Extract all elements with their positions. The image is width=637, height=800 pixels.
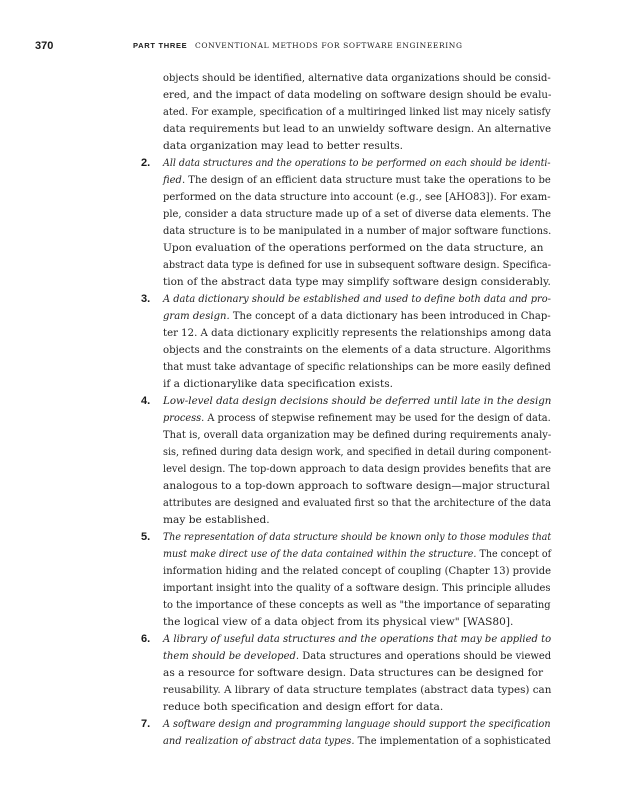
text-line — [163, 597, 551, 614]
italic-principle: All data structures and the operations to be performed on each should be identi- — [163, 157, 551, 169]
body-run: Upon evaluation of the operations performed on the data structure, an — [163, 242, 544, 254]
body-run: A process of stepwise refinement may be used for the design of data. — [204, 412, 551, 424]
running-head — [0, 40, 637, 56]
italic-principle: them should be developed. — [163, 650, 300, 662]
list-item-number: 5. — [141, 531, 151, 543]
body-run: analogous to a top-down approach to software design—major structural — [163, 480, 550, 492]
text-line — [163, 410, 551, 427]
text-line — [163, 580, 551, 597]
body-run: may be established. — [163, 514, 270, 526]
body-run: tion of the abstract data type may simplify software design considerably. — [163, 276, 551, 288]
italic-principle: A library of useful data structures and the operations that may be applied to — [163, 633, 552, 645]
italic-principle: The representation of data structure should be known only to those modules that — [163, 531, 552, 543]
italic-principle: and realization of abstract data types. — [163, 735, 355, 747]
text-line — [163, 291, 551, 308]
italic-principle: A data dictionary should be established and used to define both data and pro- — [163, 293, 551, 305]
body-run: objects and the constraints on the elements of a data structure. Algorithms — [163, 344, 551, 356]
text-line — [163, 155, 551, 172]
body-run: reusability. A library of data structure templates (abstract data types) can — [163, 684, 552, 696]
body-run: reduce both specification and design effort for data. — [163, 701, 444, 713]
body-run: ple, consider a data structure made up of a set of diverse data elements. The — [163, 208, 551, 220]
list-item-number: 6. — [141, 633, 151, 645]
body-text — [141, 70, 552, 750]
list-item-number: 4. — [141, 395, 151, 407]
numbered-list — [141, 155, 552, 750]
body-run: attributes are designed and evaluated first so that the architecture of the data — [163, 497, 552, 509]
text-line: ered, and the impact of data modeling on software design should be evalu- — [163, 89, 552, 101]
list-item — [141, 631, 552, 716]
body-run: level design. The top-down approach to data design provides benefits that are — [163, 463, 551, 475]
body-run: data structure is to be manipulated in a number of major software functions. — [163, 225, 552, 237]
body-run: information hiding and the related concept of coupling (Chapter 13) provide — [163, 565, 552, 577]
body-run: Data structures and operations should be viewed — [299, 650, 552, 662]
italic-principle: process. — [163, 412, 205, 424]
body-run: The concept of — [476, 548, 552, 560]
text-line — [163, 461, 551, 478]
chapter-label: CONVENTIONAL METHODS FOR SOFTWARE ENGINEERING — [195, 41, 463, 50]
list-item — [141, 393, 552, 529]
list-item-number: 7. — [141, 718, 151, 730]
italic-principle: A software design and programming language should support the specification — [163, 718, 551, 730]
body-run: abstract data type is defined for use in subsequent software design. Specifica- — [163, 259, 552, 271]
list-item — [141, 155, 552, 291]
text-line — [163, 648, 552, 665]
text-line — [163, 631, 552, 648]
text-line — [163, 733, 551, 750]
text-line — [163, 172, 551, 189]
text-line — [163, 665, 551, 682]
body-run: sis, refined during data design work, and specified in detail during component- — [163, 446, 552, 458]
body-run: important insight into the quality of a software design. This principle alludes — [163, 582, 551, 594]
text-line — [163, 342, 551, 359]
body-run: The design of an efficient data structure must take the operations to be — [185, 174, 551, 186]
text-line: objects should be identified, alternative data organizations should be consid- — [163, 72, 551, 84]
body-run: to the importance of these concepts as well as "the importance of separating — [163, 599, 551, 611]
text-line — [163, 614, 551, 631]
intro-paragraph — [163, 70, 551, 155]
body-run: The implementation of a sophisticated — [354, 735, 551, 747]
text-line — [163, 563, 552, 580]
text-line: data organization may lead to better results. — [163, 140, 404, 152]
text-line — [163, 189, 551, 206]
part-label: PART THREE — [133, 41, 188, 50]
body-run: That is, overall data organization may be defined during requirements analy- — [163, 429, 552, 441]
text-line: data requirements but lead to an unwieldy software design. An alternative — [163, 123, 552, 135]
body-run: if a dictionarylike data specification exists. — [163, 378, 394, 390]
text-line — [163, 716, 551, 733]
text-line — [163, 546, 552, 563]
text-line — [163, 682, 552, 699]
text-line — [163, 699, 551, 716]
italic-principle: Low-level data design decisions should be deferred until late in the design — [163, 395, 552, 407]
body-run: that must take advantage of specific relationships can be more easily defined — [163, 361, 551, 373]
italic-principle: must make direct use of the data contained within the structure. — [163, 548, 477, 560]
body-run: The concept of a data dictionary has been introduced in Chap- — [229, 310, 551, 322]
text-line — [163, 512, 551, 529]
italic-principle: gram design. — [163, 310, 230, 322]
text-line — [163, 257, 552, 274]
text-line — [163, 427, 552, 444]
text-line — [163, 325, 552, 342]
body-run: ter 12. A data dictionary explicitly represents the relationships among data — [163, 327, 552, 339]
text-line — [163, 376, 551, 393]
text-line — [163, 308, 551, 325]
list-item — [141, 529, 552, 631]
list-item-number: 2. — [141, 157, 151, 169]
list-item — [141, 291, 552, 393]
text-line — [163, 495, 552, 512]
page-number: 370 — [35, 40, 54, 52]
body-run: performed on the data structure into account (e.g., see [AHO83]). For exam- — [163, 191, 551, 203]
body-run: as a resource for software design. Data structures can be designed for — [163, 667, 544, 679]
body-run: the logical view of a data object from its physical view" [WAS80]. — [163, 616, 514, 628]
list-item — [141, 716, 551, 750]
text-line — [163, 478, 551, 495]
list-item-number: 3. — [141, 293, 151, 305]
text-line — [163, 359, 551, 376]
text-line — [163, 223, 552, 240]
text-line: ated. For example, specification of a multiringed linked list may nicely satisfy — [163, 106, 551, 118]
text-line — [163, 393, 552, 410]
italic-principle: fied. — [163, 174, 186, 186]
text-line — [163, 529, 552, 546]
text-line — [163, 444, 552, 461]
text-line — [163, 240, 551, 257]
text-line — [163, 274, 551, 291]
text-line — [163, 206, 551, 223]
